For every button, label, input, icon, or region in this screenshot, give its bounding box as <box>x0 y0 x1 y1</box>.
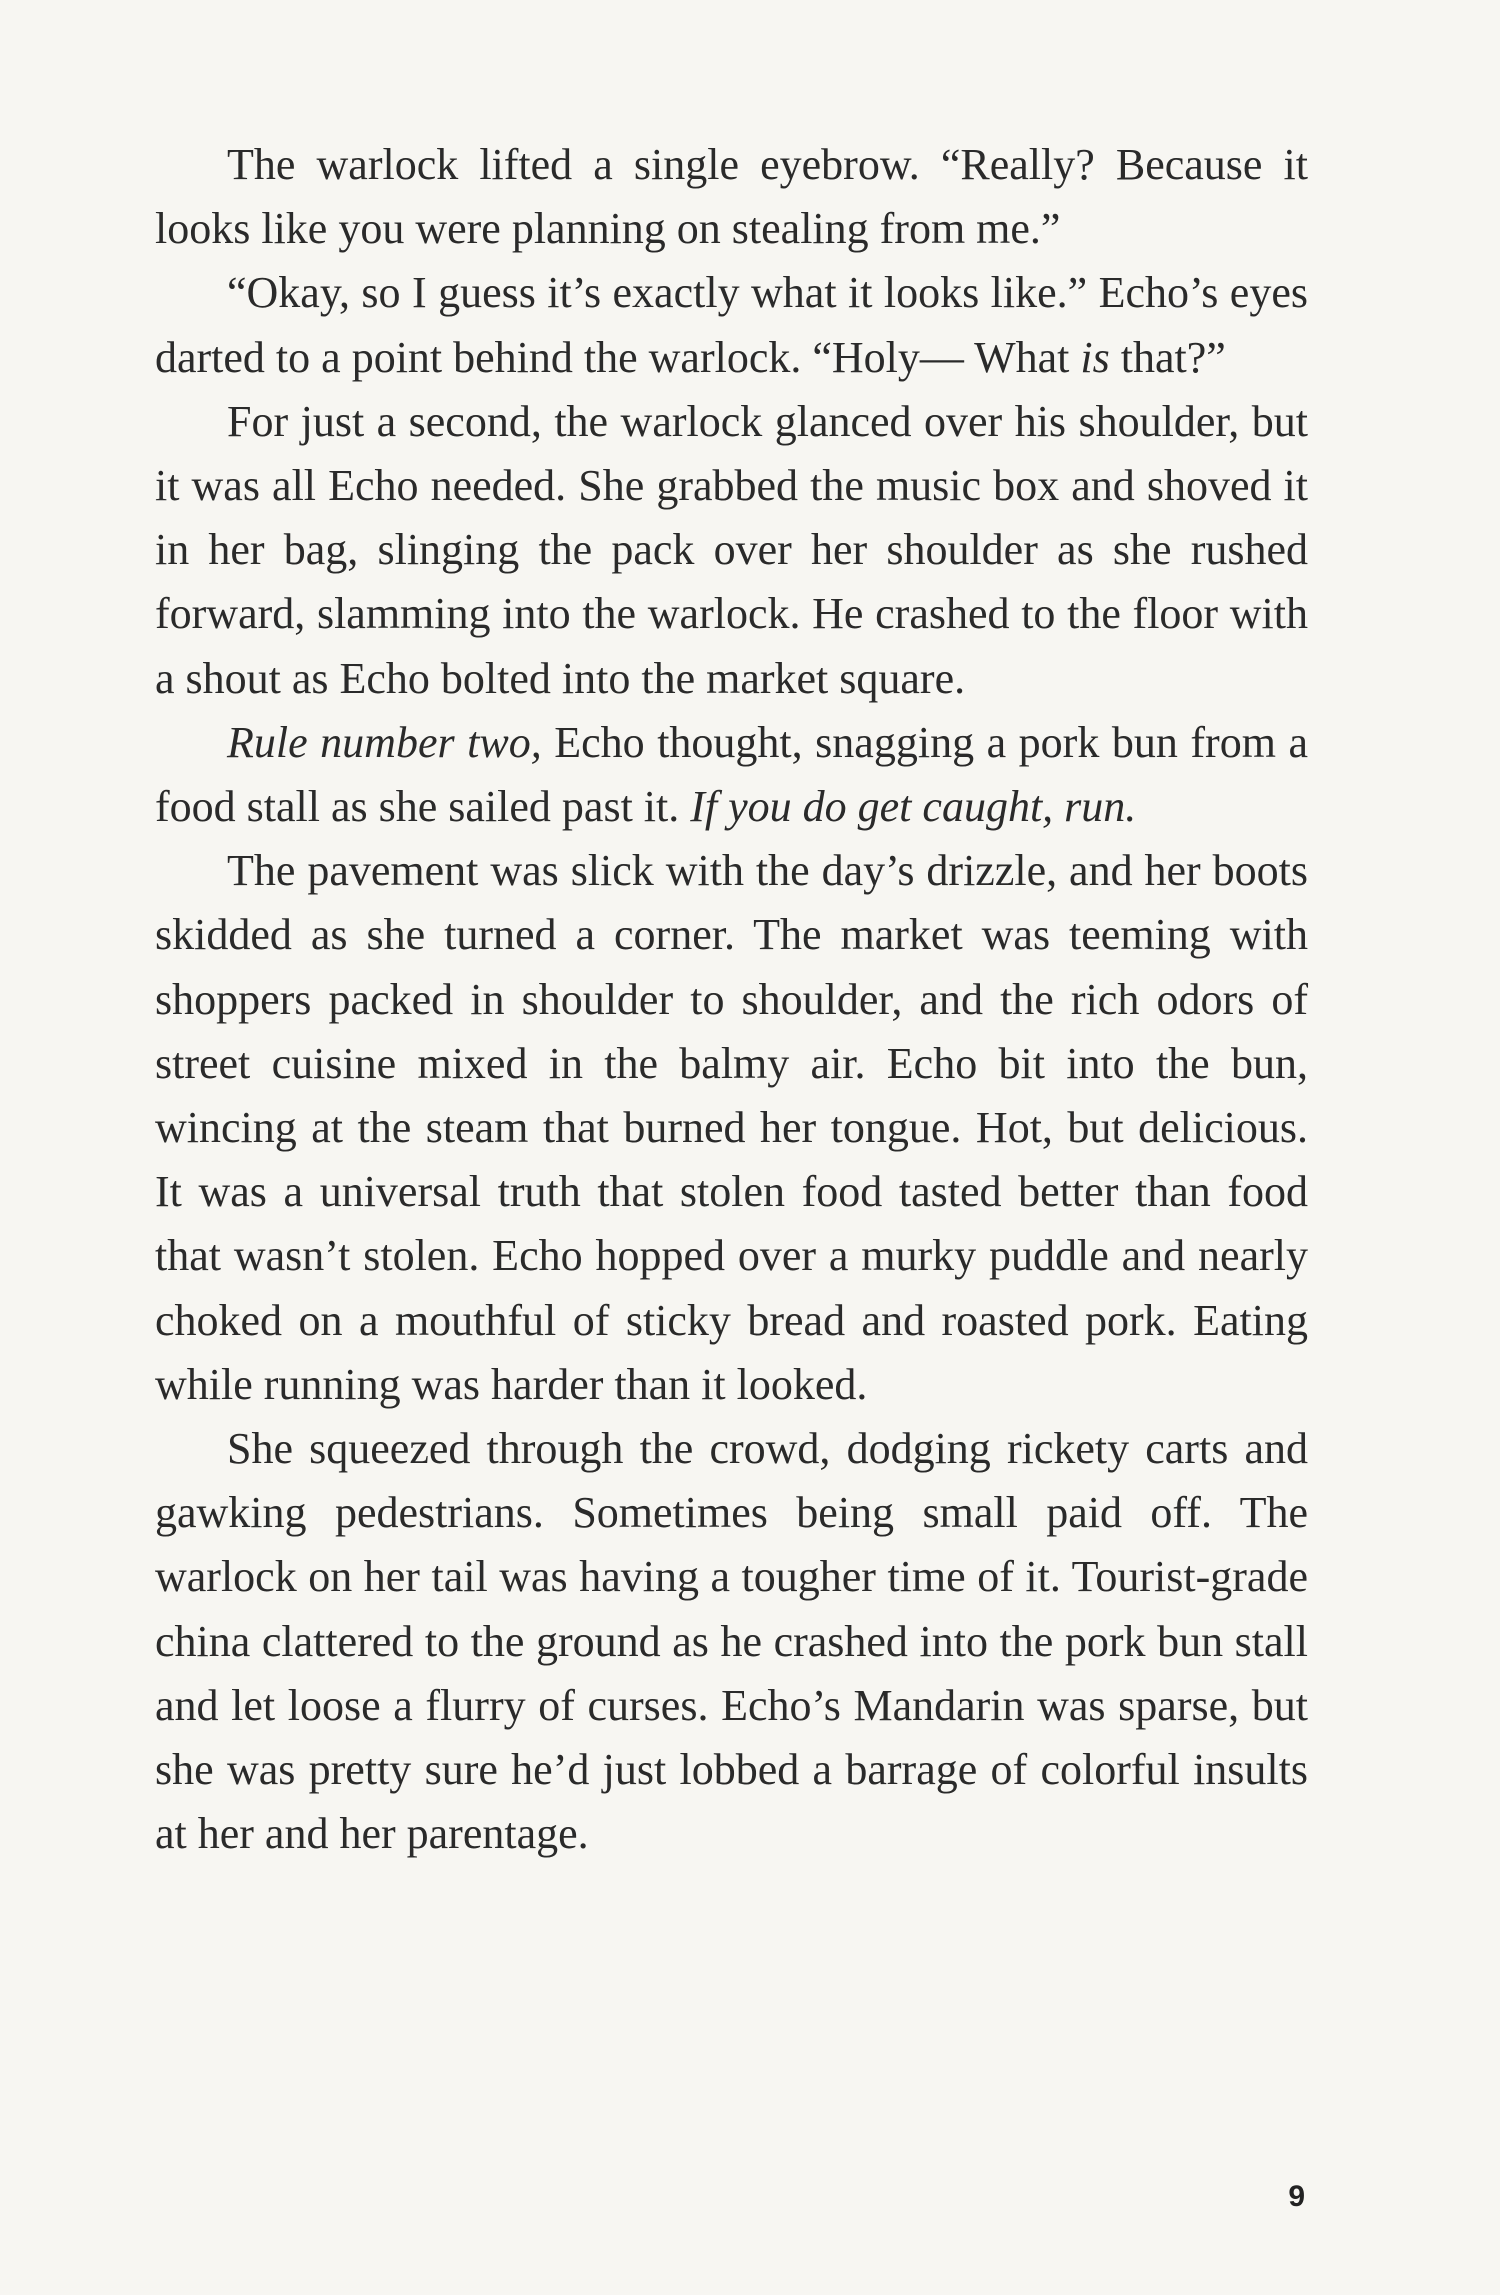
italic-run: is <box>1080 332 1110 382</box>
paragraph <box>155 1417 1308 1866</box>
text-run: that?” <box>1109 332 1226 382</box>
text-run: She squeezed through the crowd, dodging rickety carts and gawking pedestrians. Sometimes being small paid off. The warlock on her tail was having a tougher time of it. Tourist-grade china clattered to the ground as he crashed into the pork bun stall and let loose a flurry of curses. Echo’s Mandarin was sparse, but she was pretty sure he’d just lobbed a barrage of colorful insults at her and her parentage. <box>155 1424 1308 1859</box>
text-run: The warlock lifted a single eyebrow. “Really? Because it looks like you were planning on stealing from me.” <box>155 140 1308 254</box>
paragraph <box>155 390 1308 711</box>
italic-run: Rule number two, <box>227 717 542 767</box>
paragraph <box>155 261 1308 389</box>
page-body <box>155 133 1308 1866</box>
italic-run: If you do get caught, run. <box>690 782 1137 832</box>
page-number: 9 <box>1288 2180 1305 2213</box>
text-run: “Okay, so I guess it’s exactly what it looks like.” Echo’s eyes darted to a point behind the warlock. “Holy— What <box>155 268 1308 382</box>
text-run: Echo thought, snagging a pork bun from a food stall as she sailed past it. <box>155 717 1308 832</box>
paragraph <box>155 133 1308 261</box>
paragraph <box>155 711 1308 839</box>
paragraph <box>155 839 1308 1417</box>
text-run: For just a second, the warlock glanced over his shoulder, but it was all Echo needed. She grabbed the music box and shoved it in her bag, slinging the pack over her shoulder as she rushed forward, slamming into the warlock. He crashed to the floor with a shout as Echo bolted into the market square. <box>155 396 1308 703</box>
text-run: The pavement was slick with the day’s drizzle, and her boots skidded as she turned a corner. The market was teeming with shoppers packed in shoulder to shoulder, and the rich odors of street cuisine mixed in the balmy air. Echo bit into the bun, wincing at the steam that burned her tongue. Hot, but delicious. It was a universal truth that stolen food tasted better than food that wasn’t stolen. Echo hopped over a murky puddle and nearly choked on a mouthful of sticky bread and roasted pork. Eating while running was harder than it looked. <box>155 846 1308 1409</box>
